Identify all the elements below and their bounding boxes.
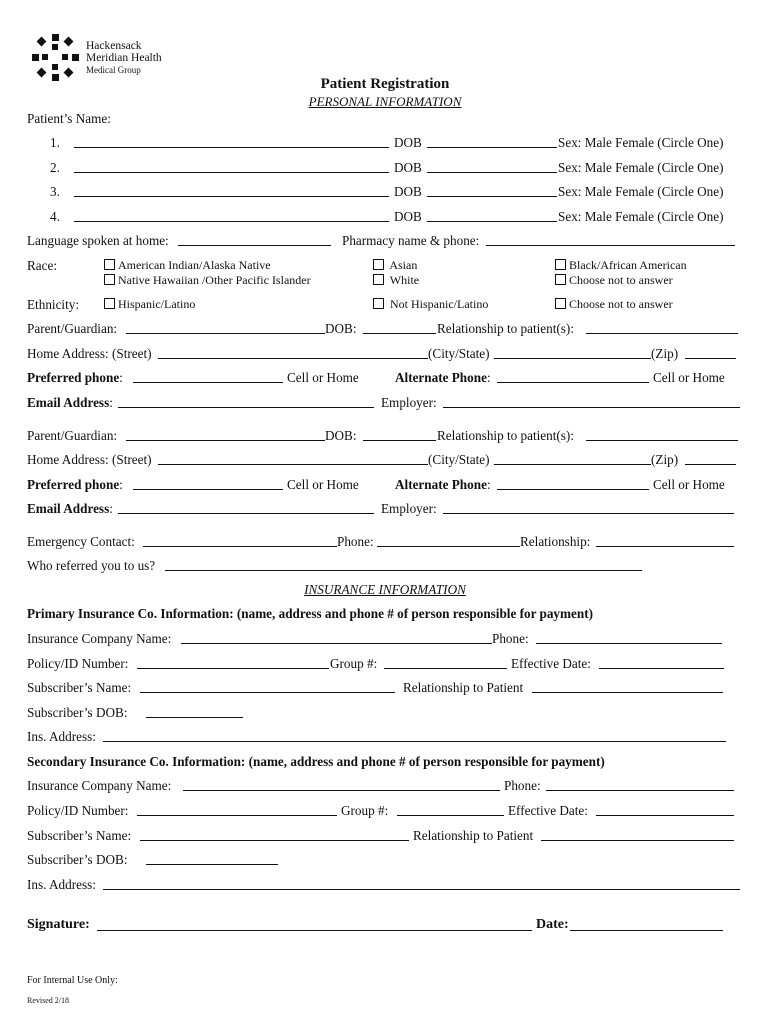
pharmacy-label: Pharmacy name & phone: bbox=[342, 233, 480, 248]
internal-use-label: For Internal Use Only: bbox=[27, 975, 118, 986]
secondary-address-label: Ins. Address: bbox=[27, 877, 96, 892]
revised-label: Revised 2/18 bbox=[27, 996, 69, 1005]
secondary-policy-field[interactable] bbox=[137, 815, 337, 816]
sex-label: Sex: Male Female (Circle One) bbox=[558, 209, 724, 224]
ethnicity-option[interactable]: Hispanic/Latino bbox=[104, 297, 195, 312]
primary-policy-label: Policy/ID Number: bbox=[27, 656, 129, 671]
patient-name-field[interactable] bbox=[74, 147, 389, 148]
primary-subscriber-dob-field[interactable] bbox=[146, 717, 243, 718]
ethnicity-option[interactable]: Choose not to answer bbox=[555, 297, 673, 312]
dob-field[interactable] bbox=[427, 196, 557, 197]
city-state-label: (City/State) bbox=[428, 346, 490, 361]
primary-subscriber-field[interactable] bbox=[140, 692, 395, 693]
street-field[interactable] bbox=[158, 358, 428, 359]
dob-field[interactable] bbox=[427, 147, 557, 148]
email-field[interactable] bbox=[118, 407, 374, 408]
emergency-contact-field[interactable] bbox=[143, 546, 337, 547]
dob-label: DOB bbox=[394, 209, 422, 224]
street-field[interactable] bbox=[158, 464, 428, 465]
date-label: Date: bbox=[536, 917, 569, 932]
guardian-dob-field[interactable] bbox=[363, 440, 436, 441]
primary-effective-field[interactable] bbox=[599, 668, 724, 669]
relationship-label: Relationship to patient(s): bbox=[437, 321, 574, 336]
primary-effective-label: Effective Date: bbox=[511, 656, 591, 671]
dob-field[interactable] bbox=[427, 172, 557, 173]
relationship-label: Relationship to patient(s): bbox=[437, 428, 574, 443]
sex-label: Sex: Male Female (Circle One) bbox=[558, 184, 724, 199]
language-label: Language spoken at home: bbox=[27, 233, 169, 248]
preferred-phone-label: Preferred phone: bbox=[27, 477, 123, 492]
parent-guardian-field[interactable] bbox=[126, 440, 325, 441]
primary-policy-field[interactable] bbox=[137, 668, 329, 669]
primary-relationship-label: Relationship to Patient bbox=[403, 680, 524, 695]
zip-field[interactable] bbox=[685, 358, 736, 359]
emergency-relationship-field[interactable] bbox=[596, 546, 734, 547]
insurance-info-heading: INSURANCE INFORMATION bbox=[304, 582, 466, 597]
primary-company-label: Insurance Company Name: bbox=[27, 631, 172, 646]
signature-label: Signature: bbox=[27, 917, 90, 932]
email-label: Email Address: bbox=[27, 501, 113, 516]
emergency-phone-field[interactable] bbox=[377, 546, 520, 547]
secondary-group-label: Group #: bbox=[341, 803, 389, 818]
cell-or-home-label: Cell or Home bbox=[287, 477, 359, 492]
primary-address-field[interactable] bbox=[103, 741, 726, 742]
patient-name-field[interactable] bbox=[74, 172, 389, 173]
patients-name-label: Patient’s Name: bbox=[27, 111, 111, 126]
dob-label: DOB bbox=[394, 160, 422, 175]
pharmacy-field[interactable] bbox=[486, 245, 735, 246]
race-option[interactable]: American Indian/Alaska Native bbox=[104, 258, 271, 273]
secondary-subscriber-label: Subscriber’s Name: bbox=[27, 828, 132, 843]
primary-phone-field[interactable] bbox=[536, 643, 722, 644]
alternate-phone-field[interactable] bbox=[497, 489, 649, 490]
checkbox-icon bbox=[555, 274, 566, 285]
secondary-address-field[interactable] bbox=[103, 889, 740, 890]
primary-group-label: Group #: bbox=[330, 656, 378, 671]
language-field[interactable] bbox=[178, 245, 331, 246]
sex-label: Sex: Male Female (Circle One) bbox=[558, 135, 724, 150]
primary-address-label: Ins. Address: bbox=[27, 729, 96, 744]
referred-label: Who referred you to us? bbox=[27, 558, 156, 573]
home-address-label: Home Address: (Street) bbox=[27, 346, 152, 361]
logo-line1: Hackensack bbox=[86, 40, 142, 52]
page-title: Patient Registration bbox=[320, 76, 450, 92]
zip-field[interactable] bbox=[685, 464, 736, 465]
race-label: Race: bbox=[27, 258, 58, 273]
parent-guardian-label: Parent/Guardian: bbox=[27, 321, 118, 336]
home-address-label: Home Address: (Street) bbox=[27, 452, 152, 467]
zip-label: (Zip) bbox=[651, 346, 679, 361]
personal-info-heading: PERSONAL INFORMATION bbox=[308, 94, 462, 109]
city-state-field[interactable] bbox=[494, 358, 651, 359]
cell-or-home-label: Cell or Home bbox=[287, 370, 359, 385]
alt-cell-or-home-label: Cell or Home bbox=[653, 477, 725, 492]
zip-label: (Zip) bbox=[651, 452, 679, 467]
primary-relationship-field[interactable] bbox=[532, 692, 723, 693]
dob-label: DOB bbox=[394, 135, 422, 150]
race-option[interactable]: Choose not to answer bbox=[555, 273, 673, 288]
secondary-phone-field[interactable] bbox=[546, 790, 734, 791]
checkbox-icon bbox=[373, 298, 384, 309]
primary-insurance-heading: Primary Insurance Co. Information: (name, address and phone # of person responsible for payment) bbox=[27, 606, 593, 621]
employer-field[interactable] bbox=[443, 407, 740, 408]
row-number: 1. bbox=[50, 135, 60, 150]
secondary-company-label: Insurance Company Name: bbox=[27, 778, 172, 793]
guardian-dob-label: DOB: bbox=[325, 321, 357, 336]
primary-company-field[interactable] bbox=[181, 643, 492, 644]
logo-mark-icon bbox=[32, 34, 80, 82]
alternate-phone-label: Alternate Phone: bbox=[395, 477, 491, 492]
emergency-contact-label: Emergency Contact: bbox=[27, 534, 135, 549]
preferred-phone-field[interactable] bbox=[133, 382, 283, 383]
checkbox-icon bbox=[104, 259, 115, 270]
secondary-group-field[interactable] bbox=[397, 815, 504, 816]
secondary-subscriber-dob-field[interactable] bbox=[146, 864, 278, 865]
secondary-insurance-heading: Secondary Insurance Co. Information: (name, address and phone # of person responsible for payment) bbox=[27, 754, 605, 769]
guardian-dob-field[interactable] bbox=[363, 333, 436, 334]
primary-group-field[interactable] bbox=[384, 668, 507, 669]
sex-label: Sex: Male Female (Circle One) bbox=[558, 160, 724, 175]
primary-subscriber-dob-label: Subscriber’s DOB: bbox=[27, 705, 128, 720]
checkbox-icon bbox=[555, 298, 566, 309]
emergency-relationship-label: Relationship: bbox=[520, 534, 591, 549]
primary-subscriber-label: Subscriber’s Name: bbox=[27, 680, 132, 695]
secondary-relationship-field[interactable] bbox=[541, 840, 734, 841]
employer-label: Employer: bbox=[381, 501, 437, 516]
alt-cell-or-home-label: Cell or Home bbox=[653, 370, 725, 385]
secondary-effective-label: Effective Date: bbox=[508, 803, 588, 818]
parent-guardian-label: Parent/Guardian: bbox=[27, 428, 118, 443]
preferred-phone-field[interactable] bbox=[133, 489, 283, 490]
preferred-phone-label: Preferred phone: bbox=[27, 370, 123, 385]
secondary-company-field[interactable] bbox=[183, 790, 500, 791]
secondary-subscriber-field[interactable] bbox=[140, 840, 409, 841]
secondary-policy-label: Policy/ID Number: bbox=[27, 803, 129, 818]
race-option[interactable]: Native Hawaiian /Other Pacific Islander bbox=[104, 273, 311, 288]
parent-guardian-field[interactable] bbox=[126, 333, 325, 334]
emergency-phone-label: Phone: bbox=[337, 534, 374, 549]
logo-line3: Medical Group bbox=[86, 65, 141, 75]
signature-field[interactable] bbox=[97, 930, 532, 931]
race-option[interactable]: Asian bbox=[373, 258, 417, 273]
row-number: 3. bbox=[50, 184, 60, 199]
employer-label: Employer: bbox=[381, 395, 437, 410]
ethnicity-label: Ethnicity: bbox=[27, 297, 80, 312]
row-number: 2. bbox=[50, 160, 60, 175]
secondary-effective-field[interactable] bbox=[596, 815, 734, 816]
city-state-label: (City/State) bbox=[428, 452, 490, 467]
city-state-field[interactable] bbox=[494, 464, 651, 465]
employer-field[interactable] bbox=[443, 513, 734, 514]
checkbox-icon bbox=[104, 274, 115, 285]
patient-name-field[interactable] bbox=[74, 221, 389, 222]
referred-field[interactable] bbox=[165, 570, 642, 571]
race-option[interactable]: Black/African American bbox=[555, 258, 687, 273]
secondary-phone-label: Phone: bbox=[504, 778, 541, 793]
date-field[interactable] bbox=[570, 930, 723, 931]
race-option[interactable]: White bbox=[373, 273, 419, 288]
secondary-relationship-label: Relationship to Patient bbox=[413, 828, 534, 843]
secondary-subscriber-dob-label: Subscriber’s DOB: bbox=[27, 852, 128, 867]
primary-phone-label: Phone: bbox=[492, 631, 529, 646]
row-number: 4. bbox=[50, 209, 60, 224]
alternate-phone-field[interactable] bbox=[497, 382, 649, 383]
checkbox-icon bbox=[104, 298, 115, 309]
checkbox-icon bbox=[555, 259, 566, 270]
dob-field[interactable] bbox=[427, 221, 557, 222]
patient-name-field[interactable] bbox=[74, 196, 389, 197]
guardian-dob-label: DOB: bbox=[325, 428, 357, 443]
checkbox-icon bbox=[373, 259, 384, 270]
relationship-field[interactable] bbox=[586, 440, 738, 441]
email-field[interactable] bbox=[118, 513, 374, 514]
checkbox-icon bbox=[373, 274, 384, 285]
logo-line2: Meridian Health bbox=[86, 52, 162, 64]
relationship-field[interactable] bbox=[586, 333, 738, 334]
alternate-phone-label: Alternate Phone: bbox=[395, 370, 491, 385]
email-label: Email Address: bbox=[27, 395, 113, 410]
ethnicity-option[interactable]: Not Hispanic/Latino bbox=[373, 297, 488, 312]
dob-label: DOB bbox=[394, 184, 422, 199]
